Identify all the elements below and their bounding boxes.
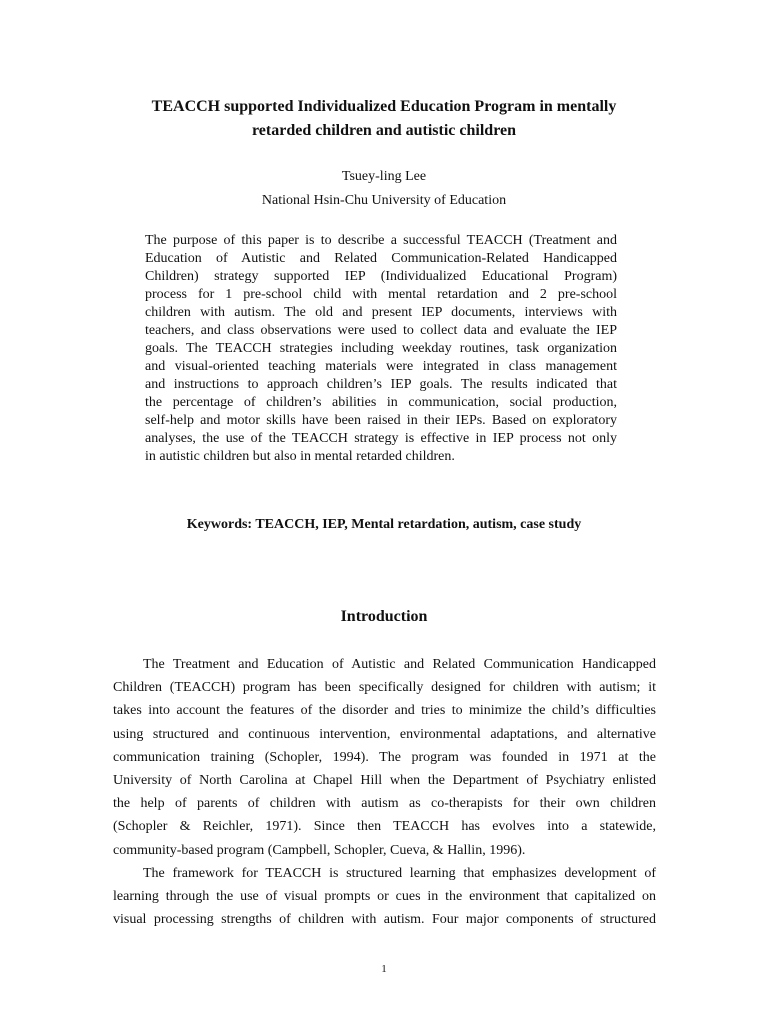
introduction-body [113, 653, 656, 931]
author-affiliation: National Hsin-Chu University of Education [261, 193, 507, 208]
abstract-line: process for 1 pre-school child with mental retardation and 2 pre-school [145, 287, 617, 302]
body-line: takes into account the features of the disorder and tries to minimize the child’s difficulties [113, 703, 656, 719]
abstract-line: The purpose of this paper is to describe a successful TEACCH (Treatment and [145, 233, 617, 248]
paper-title [100, 95, 668, 143]
keywords: Keywords: TEACCH, IEP, Mental retardation, autism, case study [186, 517, 582, 532]
abstract [145, 232, 617, 466]
body-line: University of North Carolina at Chapel Hill when the Department of Psychiatry enlisted [113, 773, 656, 789]
abstract-line: teachers, and class observations were used to collect data and evaluate the IEP [145, 323, 617, 338]
abstract-line: in autistic children but also in mental retarded children. [145, 449, 455, 464]
page-number: 1 [381, 963, 387, 975]
title-line: retarded children and autistic children [251, 122, 516, 139]
body-line: visual processing strengths of children with autism. Four major components of structured [113, 912, 656, 928]
abstract-line: analyses, the use of the TEACCH strategy is effective in IEP process not only [145, 431, 617, 446]
abstract-line: Children) strategy supported IEP (Individualized Educational Program) [145, 269, 617, 284]
abstract-line: children with autism. The old and present IEP documents, interviews with [145, 305, 617, 320]
body-line: Children (TEACCH) program has been specifically designed for children with autism; it [113, 680, 656, 696]
body-line: (Schopler & Reichler, 1971). Since then TEACCH has evolves into a statewide, [113, 819, 656, 835]
abstract-line: goals. The TEACCH strategies including weekday routines, task organization [145, 341, 617, 356]
body-line: The Treatment and Education of Autistic and Related Communication Handicapped [143, 657, 656, 672]
body-line: communication training (Schopler, 1994). The program was founded in 1971 at the [113, 749, 656, 765]
section-heading: Introduction [340, 608, 428, 625]
title-line: TEACCH supported Individualized Education Program in mentally [151, 98, 617, 115]
abstract-line: self-help and motor skills have been raised in their IEPs. Based on exploratory [145, 413, 617, 428]
body-line: learning through the use of visual prompts or cues in the environment that capitalized on [113, 889, 656, 905]
abstract-line: and instructions to approach children’s IEP goals. The results indicated that [145, 377, 617, 392]
abstract-line: the percentage of children’s abilities in communication, social production, [145, 395, 617, 410]
body-line: community-based program (Campbell, Schopler, Cueva, & Hallin, 1996). [113, 842, 526, 858]
body-line: using structured and continuous intervention, environmental adaptations, and alternative [113, 726, 656, 742]
abstract-line: and visual-oriented teaching materials were integrated in class management [145, 359, 617, 374]
author-name: Tsuey-ling Lee [341, 169, 427, 184]
abstract-line: Education of Autistic and Related Communication-Related Handicapped [145, 251, 617, 266]
body-line: The framework for TEACCH is structured learning that emphasizes development of [143, 865, 656, 881]
body-line: the help of parents of children with autism as co-therapists for their own children [113, 796, 656, 812]
